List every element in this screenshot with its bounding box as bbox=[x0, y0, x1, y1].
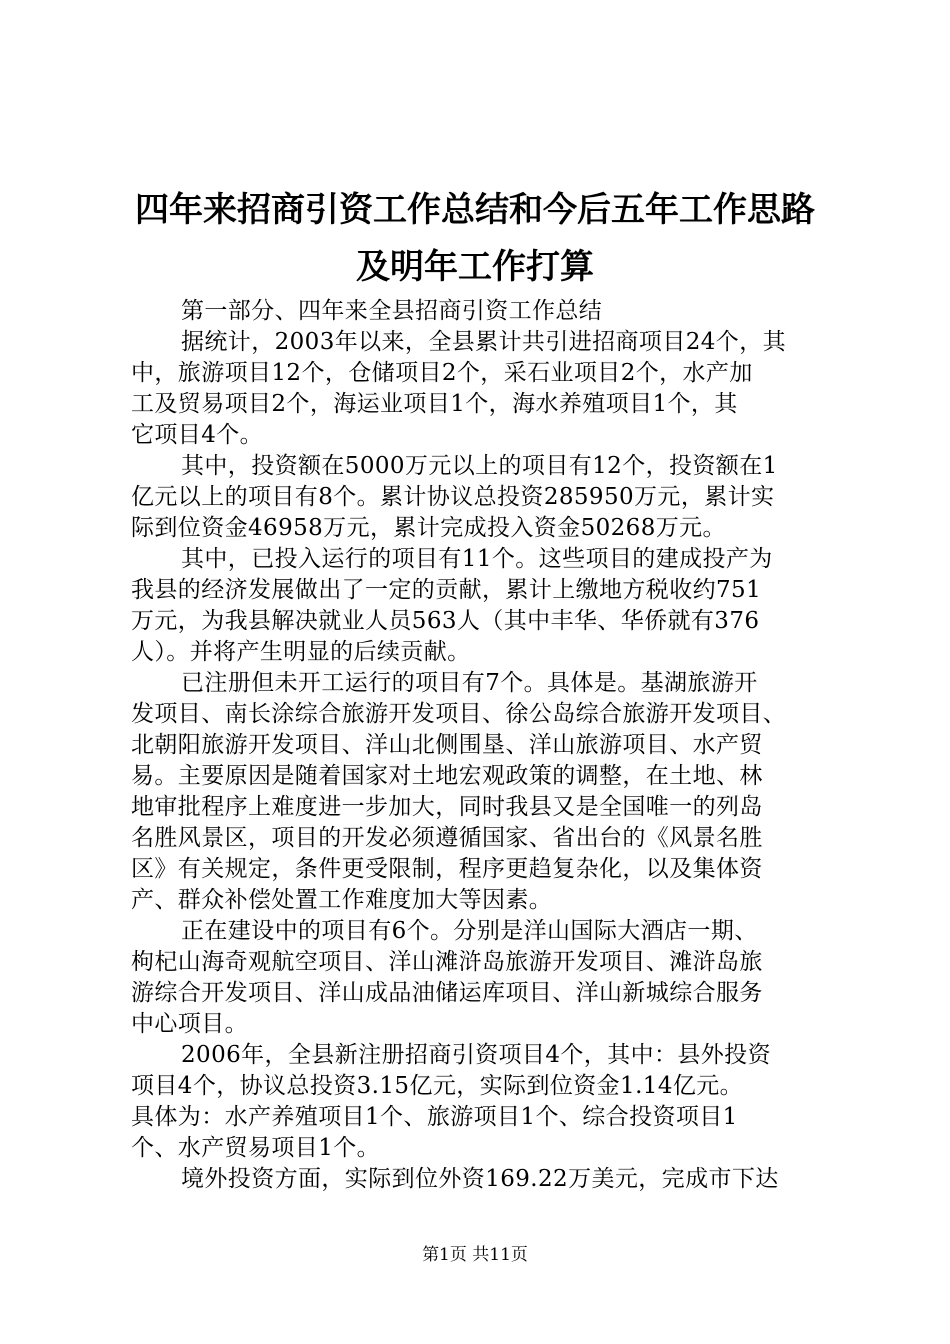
document-body bbox=[131, 296, 836, 1195]
paragraph-line: 2006年，全县新注册招商引资项目4个，其中：县外投资 bbox=[181, 1042, 771, 1068]
paragraph-line: 项目4个，协议总投资3.15亿元，实际到位资金1.14亿元。 bbox=[131, 1073, 744, 1099]
paragraph-line: 我县的经济发展做出了一定的贡献，累计上缴地方税收约751 bbox=[131, 577, 762, 603]
paragraph bbox=[131, 668, 836, 916]
paragraph bbox=[131, 1164, 836, 1195]
paragraph-line: 地审批程序上难度进一步加大，同时我县又是全国唯一的列岛 bbox=[131, 794, 763, 820]
paragraph-line: 已注册但未开工运行的项目有7个。具体是。基湖旅游开 bbox=[181, 670, 758, 696]
paragraph-line: 据统计，2003年以来，全县累计共引进招商项目24个，其 bbox=[181, 329, 786, 355]
paragraph bbox=[131, 916, 836, 1040]
paragraph bbox=[131, 544, 836, 668]
paragraph-line: 际到位资金46958万元，累计完成投入资金50268万元。 bbox=[131, 515, 726, 541]
paragraph-line: 其中，投资额在5000万元以上的项目有12个，投资额在1 bbox=[181, 453, 778, 479]
paragraph-line: 枸杞山海奇观航空项目、洋山滩浒岛旅游开发项目、滩浒岛旅 bbox=[131, 949, 763, 975]
paragraph-line: 中，旅游项目12个，仓储项目2个，采石业项目2个，水产加 bbox=[131, 360, 753, 386]
paragraph-line: 产、群众补偿处置工作难度加大等因素。 bbox=[131, 887, 553, 913]
paragraph bbox=[131, 296, 836, 327]
paragraph-line: 万元，为我县解决就业人员563人（其中丰华、华侨就有376 bbox=[131, 608, 760, 634]
paragraph-line: 名胜风景区，项目的开发必须遵循国家、省出台的《风景名胜 bbox=[131, 825, 763, 851]
paragraph-line: 易。主要原因是随着国家对土地宏观政策的调整，在土地、林 bbox=[131, 763, 763, 789]
paragraph-line: 第一部分、四年来全县招商引资工作总结 bbox=[181, 298, 603, 324]
paragraph bbox=[131, 1040, 836, 1164]
paragraph-line: 境外投资方面，实际到位外资169.22万美元，完成市下达 bbox=[181, 1166, 779, 1192]
page-footer: 第1页 共11页 bbox=[422, 1245, 528, 1265]
paragraph-line: 工及贸易项目2个，海运业项目1个，海水养殖项目1个，其 bbox=[131, 391, 738, 417]
paragraph bbox=[131, 327, 836, 451]
document-title-line-1: 四年来招商引资工作总结和今后五年工作思路 bbox=[135, 190, 815, 230]
paragraph-line: 北朝阳旅游开发项目、洋山北侧围垦、洋山旅游项目、水产贸 bbox=[131, 732, 763, 758]
paragraph-line: 游综合开发项目、洋山成品油储运库项目、洋山新城综合服务 bbox=[131, 980, 763, 1006]
paragraph-line: 正在建设中的项目有6个。分别是洋山国际大酒店一期、 bbox=[181, 918, 758, 944]
paragraph-line: 发项目、南长涂综合旅游开发项目、徐公岛综合旅游开发项目、 bbox=[131, 701, 787, 727]
paragraph-line: 个、水产贸易项目1个。 bbox=[131, 1135, 381, 1161]
paragraph-line: 其中，已投入运行的项目有11个。这些项目的建成投产为 bbox=[181, 546, 773, 572]
paragraph-line: 中心项目。 bbox=[131, 1011, 248, 1037]
paragraph-line: 区》有关规定，条件更受限制，程序更趋复杂化，以及集体资 bbox=[131, 856, 763, 882]
paragraph-line: 具体为：水产养殖项目1个、旅游项目1个、综合投资项目1 bbox=[131, 1104, 738, 1130]
document-title-line-2: 及明年工作打算 bbox=[356, 247, 594, 287]
paragraph-line: 亿元以上的项目有8个。累计协议总投资285950万元，累计实 bbox=[131, 484, 775, 510]
paragraph-line: 它项目4个。 bbox=[131, 422, 264, 448]
paragraph-line: 人）。并将产生明显的后续贡献。 bbox=[131, 639, 471, 665]
paragraph bbox=[131, 451, 836, 544]
